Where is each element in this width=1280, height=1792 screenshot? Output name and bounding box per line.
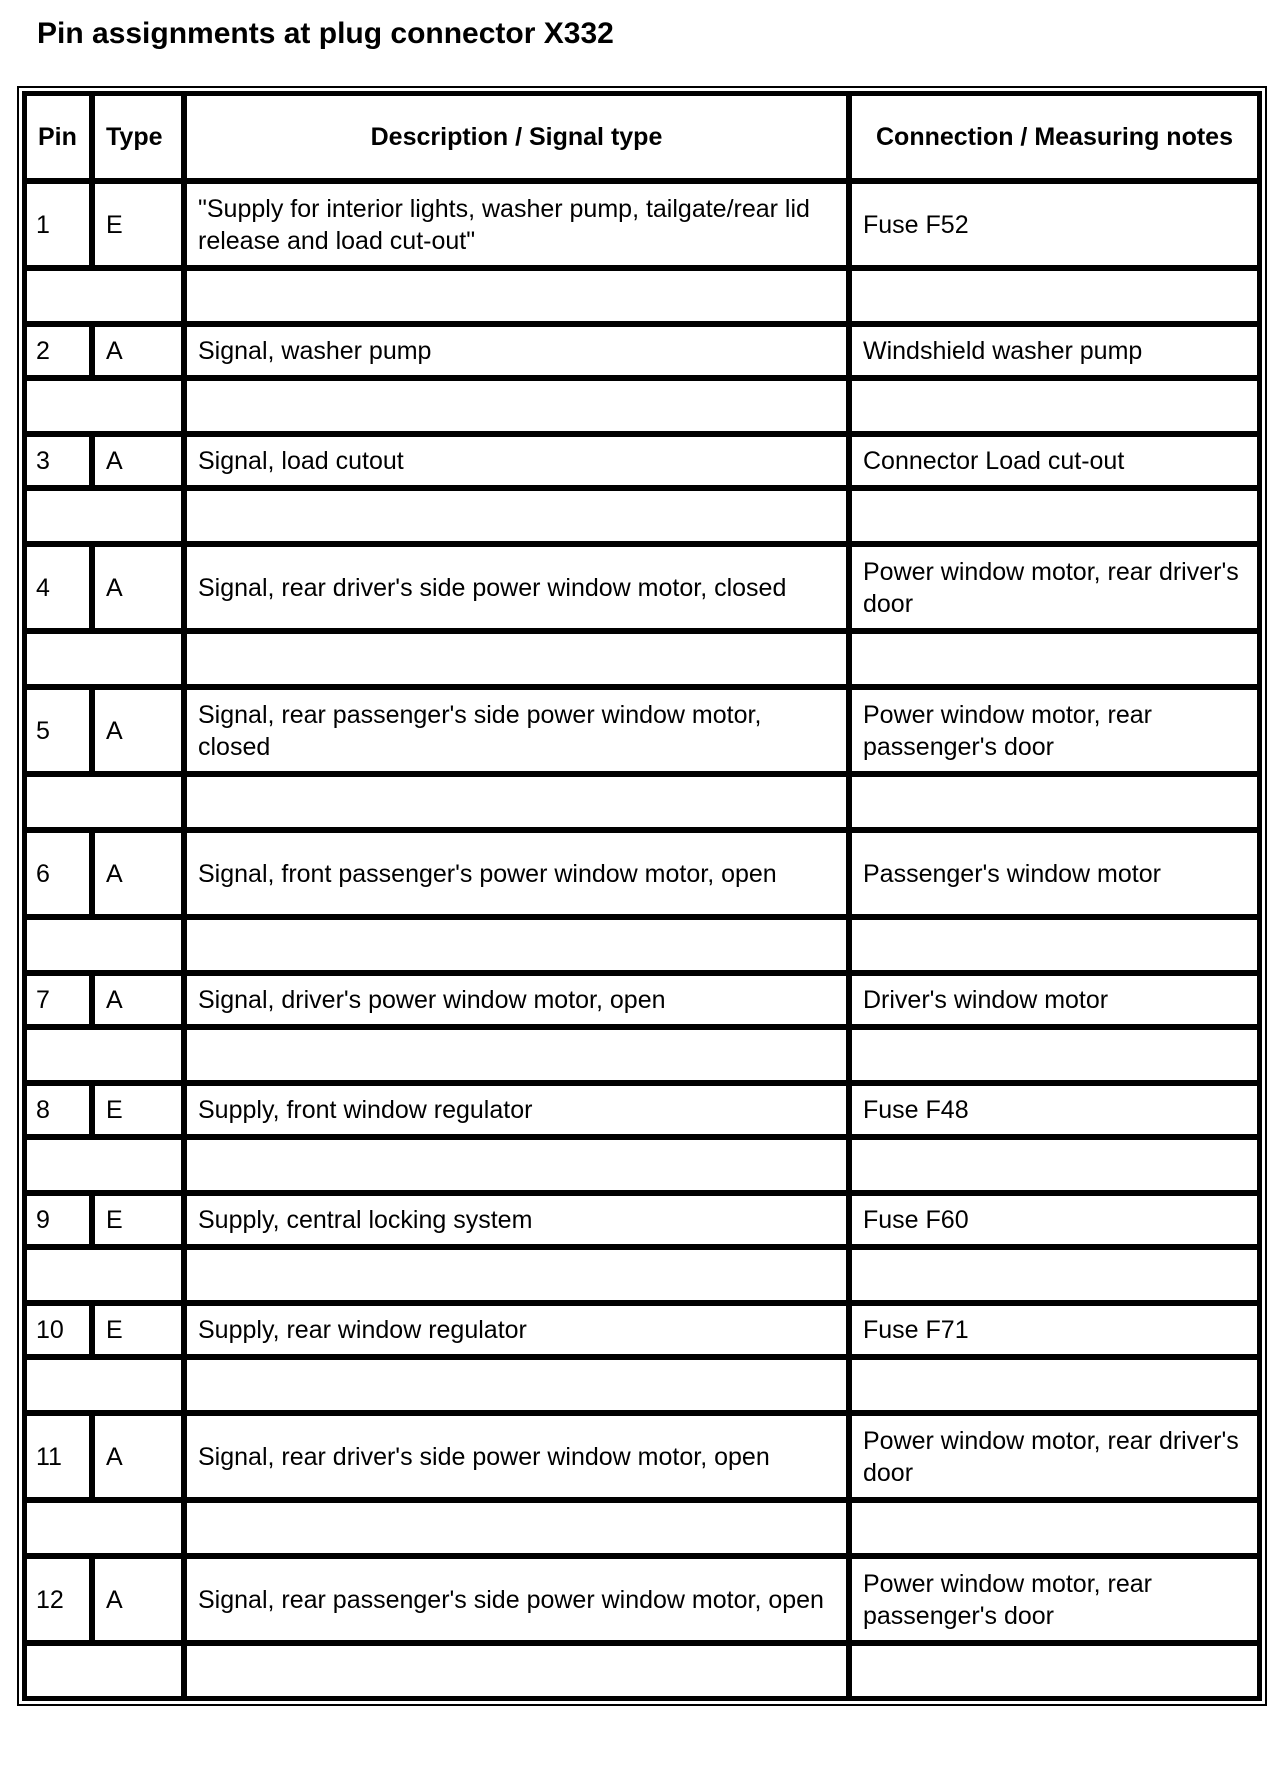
type-cell: A: [92, 544, 184, 631]
spacer-row: [24, 774, 1260, 830]
connection-cell: Fuse F48: [849, 1083, 1260, 1137]
description-cell: Supply, front window regulator: [184, 1083, 849, 1137]
table-row: [24, 830, 1260, 917]
connection-cell: Power window motor, rear passenger's door: [849, 687, 1260, 774]
spacer-row: [24, 631, 1260, 687]
description-cell: Signal, rear driver's side power window motor, closed: [184, 544, 849, 631]
table-row: [24, 687, 1260, 774]
type-cell: E: [92, 1303, 184, 1357]
table-row: [24, 1413, 1260, 1500]
connection-cell: Fuse F60: [849, 1193, 1260, 1247]
column-header-description: Description / Signal type: [184, 93, 849, 181]
table-row: [24, 324, 1260, 378]
connection-cell: Power window motor, rear passenger's door: [849, 1556, 1260, 1643]
description-cell: Supply, central locking system: [184, 1193, 849, 1247]
pin-cell: 3: [24, 434, 92, 488]
page-title: Pin assignments at plug connector X332: [37, 17, 614, 50]
description-cell: Signal, driver's power window motor, open: [184, 973, 849, 1027]
spacer-row: [24, 1137, 1260, 1193]
spacer-row: [24, 1643, 1260, 1699]
table-row: [24, 544, 1260, 631]
spacer-row: [24, 268, 1260, 324]
spacer-row: [24, 378, 1260, 434]
table-row: [24, 1556, 1260, 1643]
spacer-row: [24, 1357, 1260, 1413]
table-row: [24, 181, 1260, 268]
pin-cell: 1: [24, 181, 92, 268]
connection-cell: Passenger's window motor: [849, 830, 1260, 917]
table-row: [24, 973, 1260, 1027]
column-header-type: Type: [92, 93, 184, 181]
spacer-row: [24, 1500, 1260, 1556]
description-cell: Signal, rear passenger's side power window motor, closed: [184, 687, 849, 774]
spacer-row: [24, 488, 1260, 544]
type-cell: A: [92, 1556, 184, 1643]
type-cell: E: [92, 181, 184, 268]
connection-cell: Power window motor, rear driver's door: [849, 1413, 1260, 1500]
pin-cell: 12: [24, 1556, 92, 1643]
connection-cell: Power window motor, rear driver's door: [849, 544, 1260, 631]
pin-cell: 6: [24, 830, 92, 917]
connection-cell: Fuse F71: [849, 1303, 1260, 1357]
type-cell: A: [92, 1413, 184, 1500]
table-header-row: [24, 93, 1260, 181]
type-cell: A: [92, 973, 184, 1027]
description-cell: Signal, rear driver's side power window motor, open: [184, 1413, 849, 1500]
description-cell: Signal, front passenger's power window motor, open: [184, 830, 849, 917]
spacer-row: [24, 917, 1260, 973]
pin-cell: 11: [24, 1413, 92, 1500]
description-cell: Signal, washer pump: [184, 324, 849, 378]
column-header-pin: Pin: [24, 93, 92, 181]
connection-cell: Driver's window motor: [849, 973, 1260, 1027]
pin-cell: 2: [24, 324, 92, 378]
table-row: [24, 1303, 1260, 1357]
description-cell: "Supply for interior lights, washer pump, tailgate/rear lid release and load cut-out": [184, 181, 849, 268]
pin-assignment-table: [22, 91, 1262, 1701]
type-cell: A: [92, 434, 184, 488]
type-cell: E: [92, 1083, 184, 1137]
description-cell: Signal, load cutout: [184, 434, 849, 488]
type-cell: A: [92, 324, 184, 378]
description-cell: Signal, rear passenger's side power window motor, open: [184, 1556, 849, 1643]
connection-cell: Connector Load cut-out: [849, 434, 1260, 488]
spacer-row: [24, 1247, 1260, 1303]
table-row: [24, 1193, 1260, 1247]
pin-cell: 8: [24, 1083, 92, 1137]
pin-cell: 4: [24, 544, 92, 631]
description-cell: Supply, rear window regulator: [184, 1303, 849, 1357]
connection-cell: Windshield washer pump: [849, 324, 1260, 378]
type-cell: A: [92, 687, 184, 774]
pin-cell: 7: [24, 973, 92, 1027]
pin-cell: 5: [24, 687, 92, 774]
pin-cell: 9: [24, 1193, 92, 1247]
table-row: [24, 1083, 1260, 1137]
spacer-row: [24, 1027, 1260, 1083]
type-cell: A: [92, 830, 184, 917]
type-cell: E: [92, 1193, 184, 1247]
table-row: [24, 434, 1260, 488]
pin-cell: 10: [24, 1303, 92, 1357]
column-header-connection: Connection / Measuring notes: [849, 93, 1260, 181]
connection-cell: Fuse F52: [849, 181, 1260, 268]
